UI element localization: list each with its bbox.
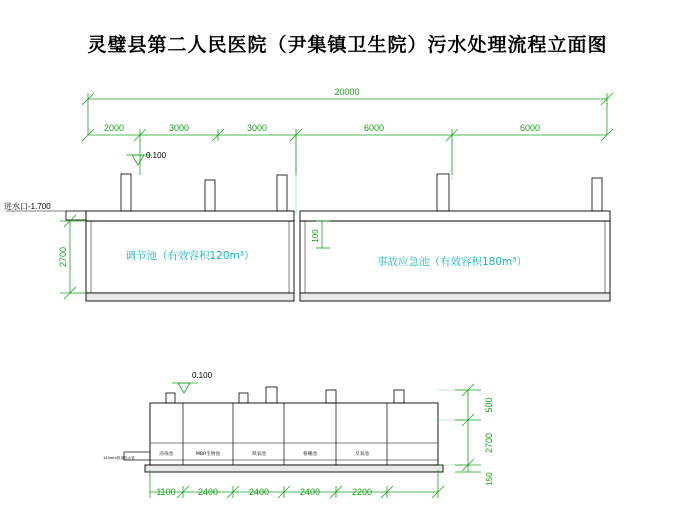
- bottom-dimension-group: [150, 470, 444, 498]
- height-dim-2700-label: 2700: [58, 246, 68, 268]
- chamber-label-1: 消毒池: [159, 452, 173, 457]
- right-dim-150: 150: [485, 472, 494, 486]
- bottom-dim-3: 2400: [248, 487, 270, 497]
- pipe-label: 150mm管道出水管: [103, 456, 135, 460]
- segment-dim-2: 3000: [168, 123, 190, 133]
- bottom-dim-4: 2400: [299, 487, 321, 497]
- chamber-label-2: MBR生物池: [195, 452, 221, 457]
- right-dim-2700: 2700: [484, 432, 494, 454]
- segment-dim-1: 2000: [103, 123, 125, 133]
- tank-right-label: 事故应急池（有效容积180m³）: [377, 256, 527, 268]
- bottom-dim-2: 2400: [197, 487, 219, 497]
- segment-dim-5: 6000: [519, 123, 541, 133]
- bottom-right-dimension-group: [438, 384, 481, 472]
- chamber-label-3: 缺氧池: [252, 452, 266, 457]
- bottom-dim-5: 2200: [351, 487, 373, 497]
- right-dim-500: 500: [484, 397, 494, 413]
- bottom-vents: [166, 387, 404, 403]
- bottom-dim-1: 1100: [156, 487, 176, 497]
- segment-dim-4: 6000: [363, 123, 385, 133]
- tank-vents: [121, 174, 602, 211]
- overall-dim-label: 20000: [334, 87, 360, 97]
- elevation-label-bottom: 0.100: [192, 371, 213, 380]
- segment-dim-3: 3000: [246, 123, 268, 133]
- chamber-label-5: 反氧池: [355, 452, 369, 457]
- page-title: 灵璧县第二人民医院（尹集镇卫生院）污水处理流程立面图: [87, 34, 608, 56]
- bottom-elevation-marker: [172, 383, 198, 393]
- inlet-label: 进水口-1.700: [4, 202, 51, 211]
- height-dim-100-label: 100: [311, 229, 320, 243]
- bottom-unit-body: [124, 403, 443, 472]
- elevation-label-top: 0.100: [146, 151, 167, 160]
- inlet-stub: [6, 211, 86, 220]
- tank-left-label: 调节池（有效容积120m³）: [125, 250, 255, 262]
- chamber-label-4: 格栅池: [303, 452, 317, 457]
